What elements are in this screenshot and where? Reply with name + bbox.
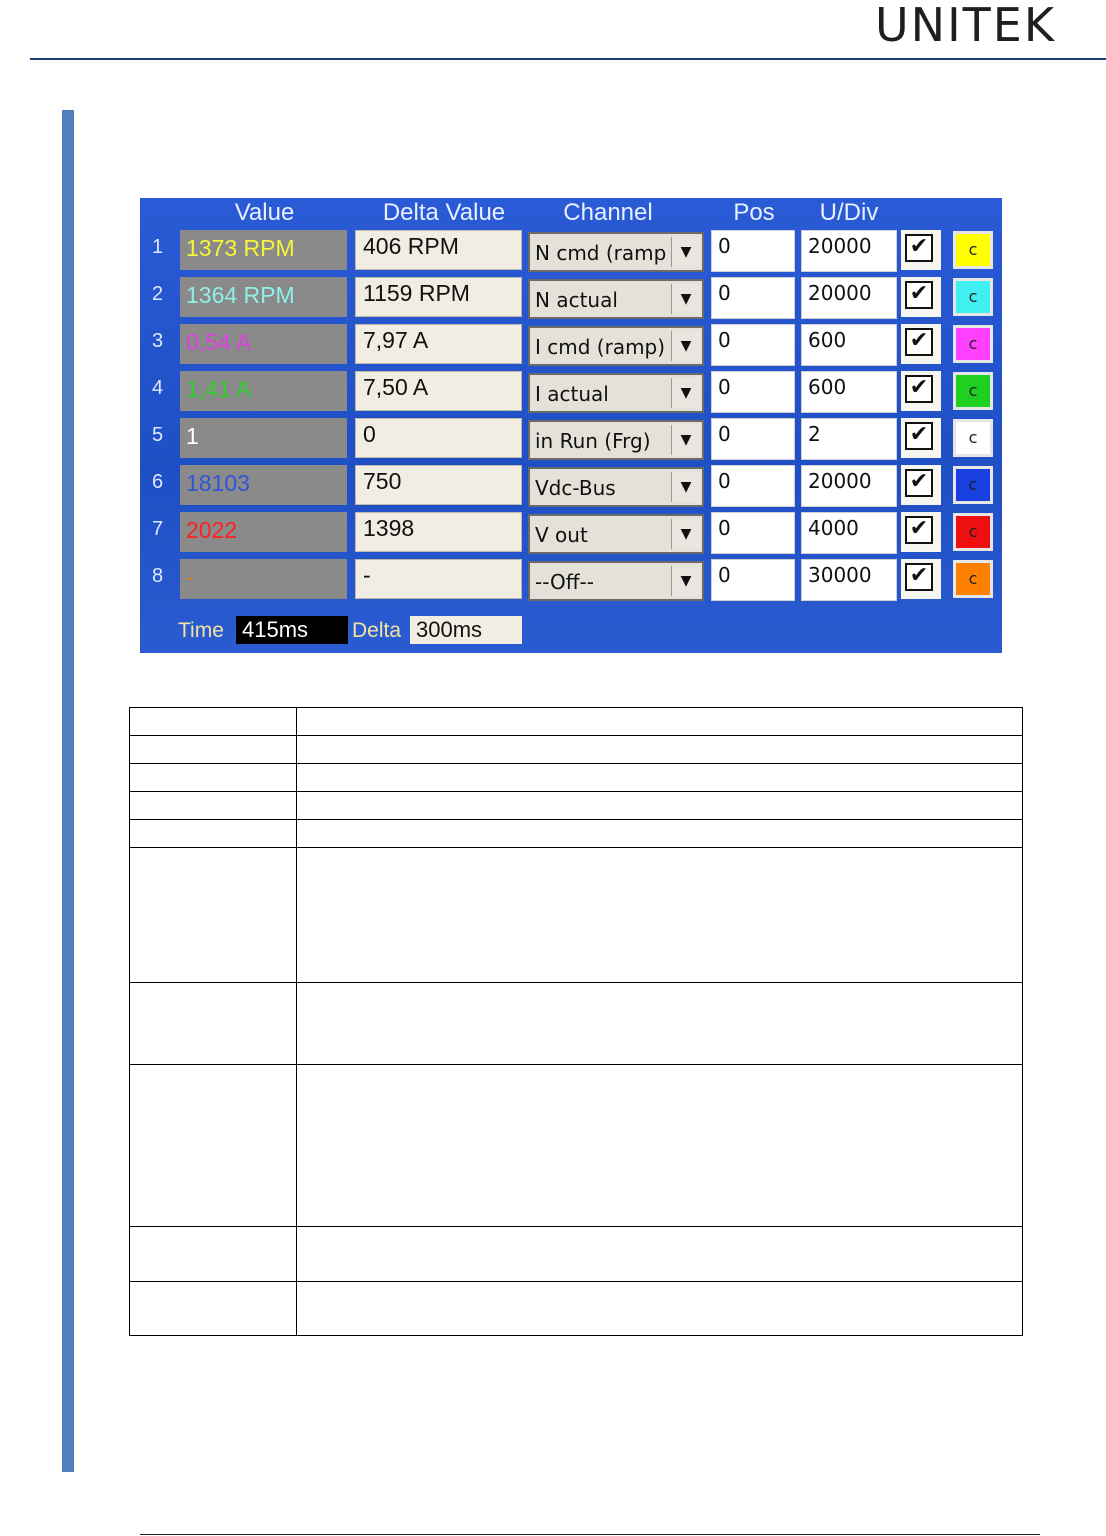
side-bar	[62, 110, 74, 1472]
channel-select[interactable]	[528, 420, 704, 460]
channel-select-value: in Run (Frg)	[535, 429, 651, 453]
color-button[interactable]: c	[953, 419, 993, 457]
dropdown-arrow-icon[interactable]: ▼	[671, 284, 700, 314]
description-table	[129, 707, 1023, 1336]
header-channel: Channel	[563, 199, 653, 226]
udiv-input[interactable]: 20000	[801, 230, 897, 272]
table-row	[130, 708, 1023, 736]
channel-select[interactable]	[528, 373, 704, 413]
pos-input[interactable]: 0	[711, 371, 795, 413]
pos-input[interactable]: 0	[711, 277, 795, 319]
dropdown-arrow-icon[interactable]: ▼	[671, 519, 700, 549]
pos-input[interactable]: 0	[711, 230, 795, 272]
channel-select-value: Vdc-Bus	[535, 476, 616, 500]
scope-channel-panel	[140, 198, 1002, 653]
channel-row	[140, 463, 1002, 510]
footer-rule	[140, 1534, 1040, 1535]
live-value: 0,54 A	[180, 324, 347, 364]
udiv-input[interactable]: 600	[801, 371, 897, 413]
table-row	[130, 792, 1023, 820]
live-value: 1,41 A	[180, 371, 347, 411]
delta-value-field: 1159 RPM	[355, 277, 522, 317]
channel-row	[140, 228, 1002, 275]
visible-checkbox[interactable]: ✔	[905, 375, 933, 403]
delta-value-field: 0	[355, 418, 522, 458]
channel-select-value: N cmd (ramp	[535, 241, 667, 265]
visible-checkbox[interactable]: ✔	[905, 281, 933, 309]
udiv-input[interactable]: 600	[801, 324, 897, 366]
channel-row	[140, 369, 1002, 416]
delta-value-field: 7,50 A	[355, 371, 522, 411]
channel-row	[140, 275, 1002, 322]
delta-value-field: 406 RPM	[355, 230, 522, 270]
channel-select[interactable]	[528, 514, 704, 554]
channel-select-value: I cmd (ramp)	[535, 335, 666, 359]
dropdown-arrow-icon[interactable]: ▼	[671, 472, 700, 502]
live-value: 1	[180, 418, 347, 458]
header-value: Value	[234, 199, 295, 226]
channel-select-value: --Off--	[535, 570, 594, 594]
pos-input[interactable]: 0	[711, 559, 795, 601]
time-label: Time	[178, 619, 224, 642]
table-row	[130, 1227, 1023, 1282]
table-row	[130, 1282, 1023, 1336]
table-row	[130, 764, 1023, 792]
dropdown-arrow-icon[interactable]: ▼	[671, 566, 700, 596]
delta-value-field: -	[355, 559, 522, 599]
dropdown-arrow-icon[interactable]: ▼	[671, 378, 700, 408]
header-delta-value: Delta Value	[382, 199, 506, 226]
color-button[interactable]: c	[953, 466, 993, 504]
udiv-input[interactable]: 30000	[801, 559, 897, 601]
color-button[interactable]: c	[953, 278, 993, 316]
pos-input[interactable]: 0	[711, 465, 795, 507]
time-value: 415ms	[236, 616, 348, 644]
channel-select[interactable]	[528, 279, 704, 319]
header-rule	[30, 58, 1106, 60]
dropdown-arrow-icon[interactable]: ▼	[671, 425, 700, 455]
table-row	[130, 848, 1023, 983]
channel-select[interactable]	[528, 232, 704, 272]
color-button[interactable]: c	[953, 325, 993, 363]
row-number: 3	[152, 330, 164, 352]
udiv-input[interactable]: 2	[801, 418, 897, 460]
row-number: 2	[152, 283, 164, 305]
visible-checkbox[interactable]: ✔	[905, 234, 933, 262]
live-value: 18103	[180, 465, 347, 505]
header-udiv: U/Div	[819, 199, 879, 226]
visible-checkbox[interactable]: ✔	[905, 422, 933, 450]
live-value: 2022	[180, 512, 347, 552]
table-row	[130, 820, 1023, 848]
color-button[interactable]: c	[953, 231, 993, 269]
delta-label: Delta	[352, 619, 402, 642]
channel-select-value: V out	[535, 523, 588, 547]
pos-input[interactable]: 0	[711, 418, 795, 460]
visible-checkbox[interactable]: ✔	[905, 563, 933, 591]
live-value: 1364 RPM	[180, 277, 347, 317]
table-row	[130, 983, 1023, 1065]
channel-select[interactable]	[528, 561, 704, 601]
visible-checkbox[interactable]: ✔	[905, 328, 933, 356]
udiv-input[interactable]: 4000	[801, 512, 897, 554]
channel-select-value: N actual	[535, 288, 618, 312]
visible-checkbox[interactable]: ✔	[905, 516, 933, 544]
delta-value-field: 7,97 A	[355, 324, 522, 364]
row-number: 7	[152, 518, 164, 540]
unitek-logo	[875, 0, 1056, 52]
table-row	[130, 736, 1023, 764]
live-value: -	[180, 559, 347, 599]
channel-select-value: I actual	[535, 382, 609, 406]
color-button[interactable]: c	[953, 560, 993, 598]
header-pos: Pos	[733, 199, 775, 226]
row-number: 6	[152, 471, 164, 493]
live-value: 1373 RPM	[180, 230, 347, 270]
table-row	[130, 1065, 1023, 1227]
channel-row	[140, 510, 1002, 557]
delta-time-value: 300ms	[410, 616, 522, 644]
channel-select[interactable]	[528, 326, 704, 366]
udiv-input[interactable]: 20000	[801, 277, 897, 319]
color-button[interactable]: c	[953, 372, 993, 410]
dropdown-arrow-icon[interactable]: ▼	[671, 331, 700, 361]
channel-row	[140, 557, 1002, 604]
row-number: 4	[152, 377, 164, 399]
dropdown-arrow-icon[interactable]: ▼	[671, 237, 700, 267]
channel-select[interactable]	[528, 467, 704, 507]
visible-checkbox[interactable]: ✔	[905, 469, 933, 497]
channel-row	[140, 322, 1002, 369]
udiv-input[interactable]: 20000	[801, 465, 897, 507]
color-button[interactable]: c	[953, 513, 993, 551]
pos-input[interactable]: 0	[711, 324, 795, 366]
row-number: 1	[152, 236, 164, 258]
row-number: 5	[152, 424, 164, 446]
delta-value-field: 750	[355, 465, 522, 505]
pos-input[interactable]: 0	[711, 512, 795, 554]
logo-text: UNITEK	[875, 0, 1056, 52]
row-number: 8	[152, 565, 164, 587]
delta-value-field: 1398	[355, 512, 522, 552]
channel-row	[140, 416, 1002, 463]
